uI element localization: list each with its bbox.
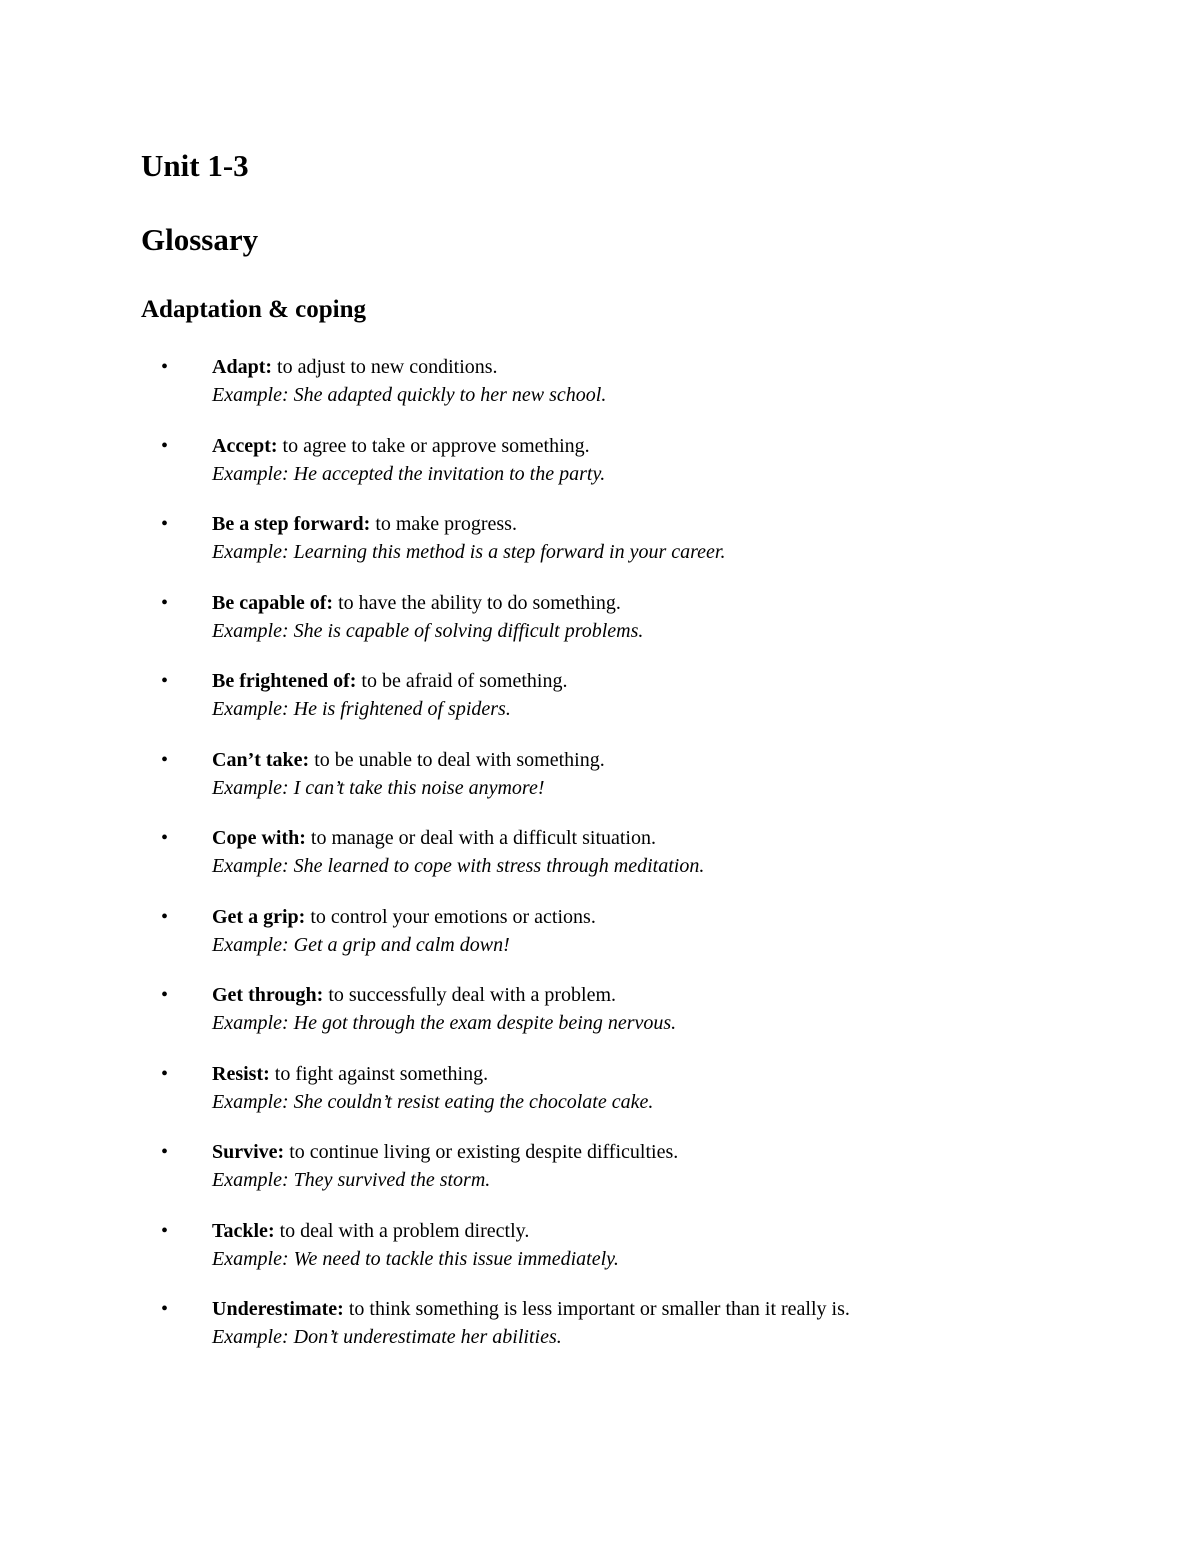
glossary-definition: to adjust to new conditions.: [272, 356, 498, 378]
entry-text: [212, 746, 1172, 802]
glossary-term: Be frightened of:: [212, 670, 357, 692]
entry-text: [212, 981, 1172, 1037]
glossary-example: Example: We need to tackle this issue immediately.: [212, 1247, 619, 1270]
entry-text: [212, 589, 1172, 645]
glossary-definition: to fight against something.: [269, 1062, 489, 1085]
entry-text: [212, 1060, 1172, 1116]
glossary-entry: [0, 903, 1200, 982]
definition-line: [212, 1060, 1172, 1088]
glossary-definition: to be afraid of something.: [356, 670, 568, 692]
glossary-example: Example: Don’t underestimate her abilities.: [212, 1326, 562, 1348]
glossary-term: Be capable of:: [212, 591, 334, 614]
glossary-definition: to agree to take or approve something.: [277, 434, 590, 457]
glossary-example: Example: They survived the storm.: [212, 1169, 491, 1191]
glossary-example: Example: She is capable of solving difficult problems.: [212, 619, 644, 642]
glossary-entry: [0, 1295, 1200, 1374]
glossary-definition: to manage or deal with a difficult situation.: [305, 827, 656, 849]
entry-text: [212, 903, 1172, 959]
entry-text: [212, 432, 1172, 488]
glossary-entry: [0, 981, 1200, 1060]
glossary-example: Example: Get a grip and calm down!: [212, 933, 510, 956]
section-heading: Adaptation & coping: [141, 296, 367, 323]
glossary-definition: to successfully deal with a problem.: [323, 984, 617, 1006]
glossary-example: Example: I can’t take this noise anymore!: [212, 776, 545, 799]
glossary-entry: [0, 353, 1200, 432]
glossary-heading: Glossary: [141, 222, 259, 257]
entry-text: [212, 667, 1172, 723]
definition-line: [212, 510, 1172, 538]
glossary-entry: [0, 824, 1200, 903]
definition-line: [212, 824, 1172, 852]
glossary-term: Be a step forward:: [212, 513, 371, 535]
glossary-entry: [0, 510, 1200, 589]
entry-text: [212, 1295, 1172, 1351]
glossary-definition: to make progress.: [370, 513, 517, 535]
glossary-term: Adapt:: [212, 356, 273, 378]
glossary-term: Tackle:: [212, 1219, 275, 1242]
bullet-icon: •: [161, 905, 169, 928]
glossary-example: Example: Learning this method is a step forward in your career.: [212, 541, 726, 563]
page-title: Unit 1-3: [141, 148, 249, 183]
definition-line: [212, 432, 1172, 460]
bullet-icon: •: [161, 1219, 169, 1242]
glossary-list: [0, 353, 1200, 1374]
glossary-term: Survive:: [212, 1141, 285, 1163]
glossary-example: Example: She couldn’t resist eating the chocolate cake.: [212, 1090, 654, 1113]
entry-text: [212, 1138, 1172, 1194]
bullet-icon: •: [161, 984, 169, 1006]
glossary-term: Get through:: [212, 984, 324, 1006]
bullet-icon: •: [161, 1141, 169, 1163]
definition-line: [212, 1217, 1172, 1245]
bullet-icon: •: [161, 748, 169, 771]
glossary-definition: to deal with a problem directly.: [274, 1219, 530, 1242]
glossary-definition: to control your emotions or actions.: [305, 905, 596, 928]
glossary-definition: to have the ability to do something.: [333, 591, 621, 614]
glossary-definition: to be unable to deal with something.: [309, 748, 605, 771]
glossary-definition: to continue living or existing despite difficulties.: [284, 1141, 679, 1163]
glossary-term: Resist:: [212, 1062, 270, 1085]
definition-line: [212, 353, 1172, 381]
definition-line: [212, 1295, 1172, 1323]
glossary-definition: to think something is less important or smaller than it really is.: [343, 1298, 850, 1320]
glossary-entry: [0, 1060, 1200, 1139]
bullet-icon: •: [161, 1062, 169, 1085]
glossary-entry: [0, 1138, 1200, 1217]
glossary-example: Example: She learned to cope with stress through meditation.: [212, 855, 705, 877]
definition-line: [212, 981, 1172, 1009]
glossary-entry: [0, 746, 1200, 825]
glossary-example: Example: She adapted quickly to her new school.: [212, 384, 607, 406]
entry-text: [212, 1217, 1172, 1273]
bullet-icon: •: [161, 513, 169, 535]
glossary-entry: [0, 667, 1200, 746]
glossary-entry: [0, 589, 1200, 668]
entry-text: [212, 353, 1172, 409]
bullet-icon: •: [161, 1298, 169, 1320]
glossary-example: Example: He is frightened of spiders.: [212, 698, 511, 720]
definition-line: [212, 903, 1172, 931]
definition-line: [212, 1138, 1172, 1166]
bullet-icon: •: [161, 434, 169, 457]
glossary-entry: [0, 1217, 1200, 1296]
glossary-entry: [0, 432, 1200, 511]
definition-line: [212, 589, 1172, 617]
glossary-term: Get a grip:: [212, 905, 306, 928]
bullet-icon: •: [161, 670, 169, 692]
glossary-term: Underestimate:: [212, 1298, 344, 1320]
definition-line: [212, 667, 1172, 695]
bullet-icon: •: [161, 356, 169, 378]
glossary-term: Can’t take:: [212, 748, 310, 771]
entry-text: [212, 510, 1172, 566]
glossary-example: Example: He accepted the invitation to the party.: [212, 462, 606, 485]
glossary-example: Example: He got through the exam despite being nervous.: [212, 1012, 677, 1034]
glossary-term: Accept:: [212, 434, 278, 457]
definition-line: [212, 746, 1172, 774]
entry-text: [212, 824, 1172, 880]
glossary-term: Cope with:: [212, 827, 306, 849]
bullet-icon: •: [161, 827, 169, 849]
bullet-icon: •: [161, 591, 169, 614]
